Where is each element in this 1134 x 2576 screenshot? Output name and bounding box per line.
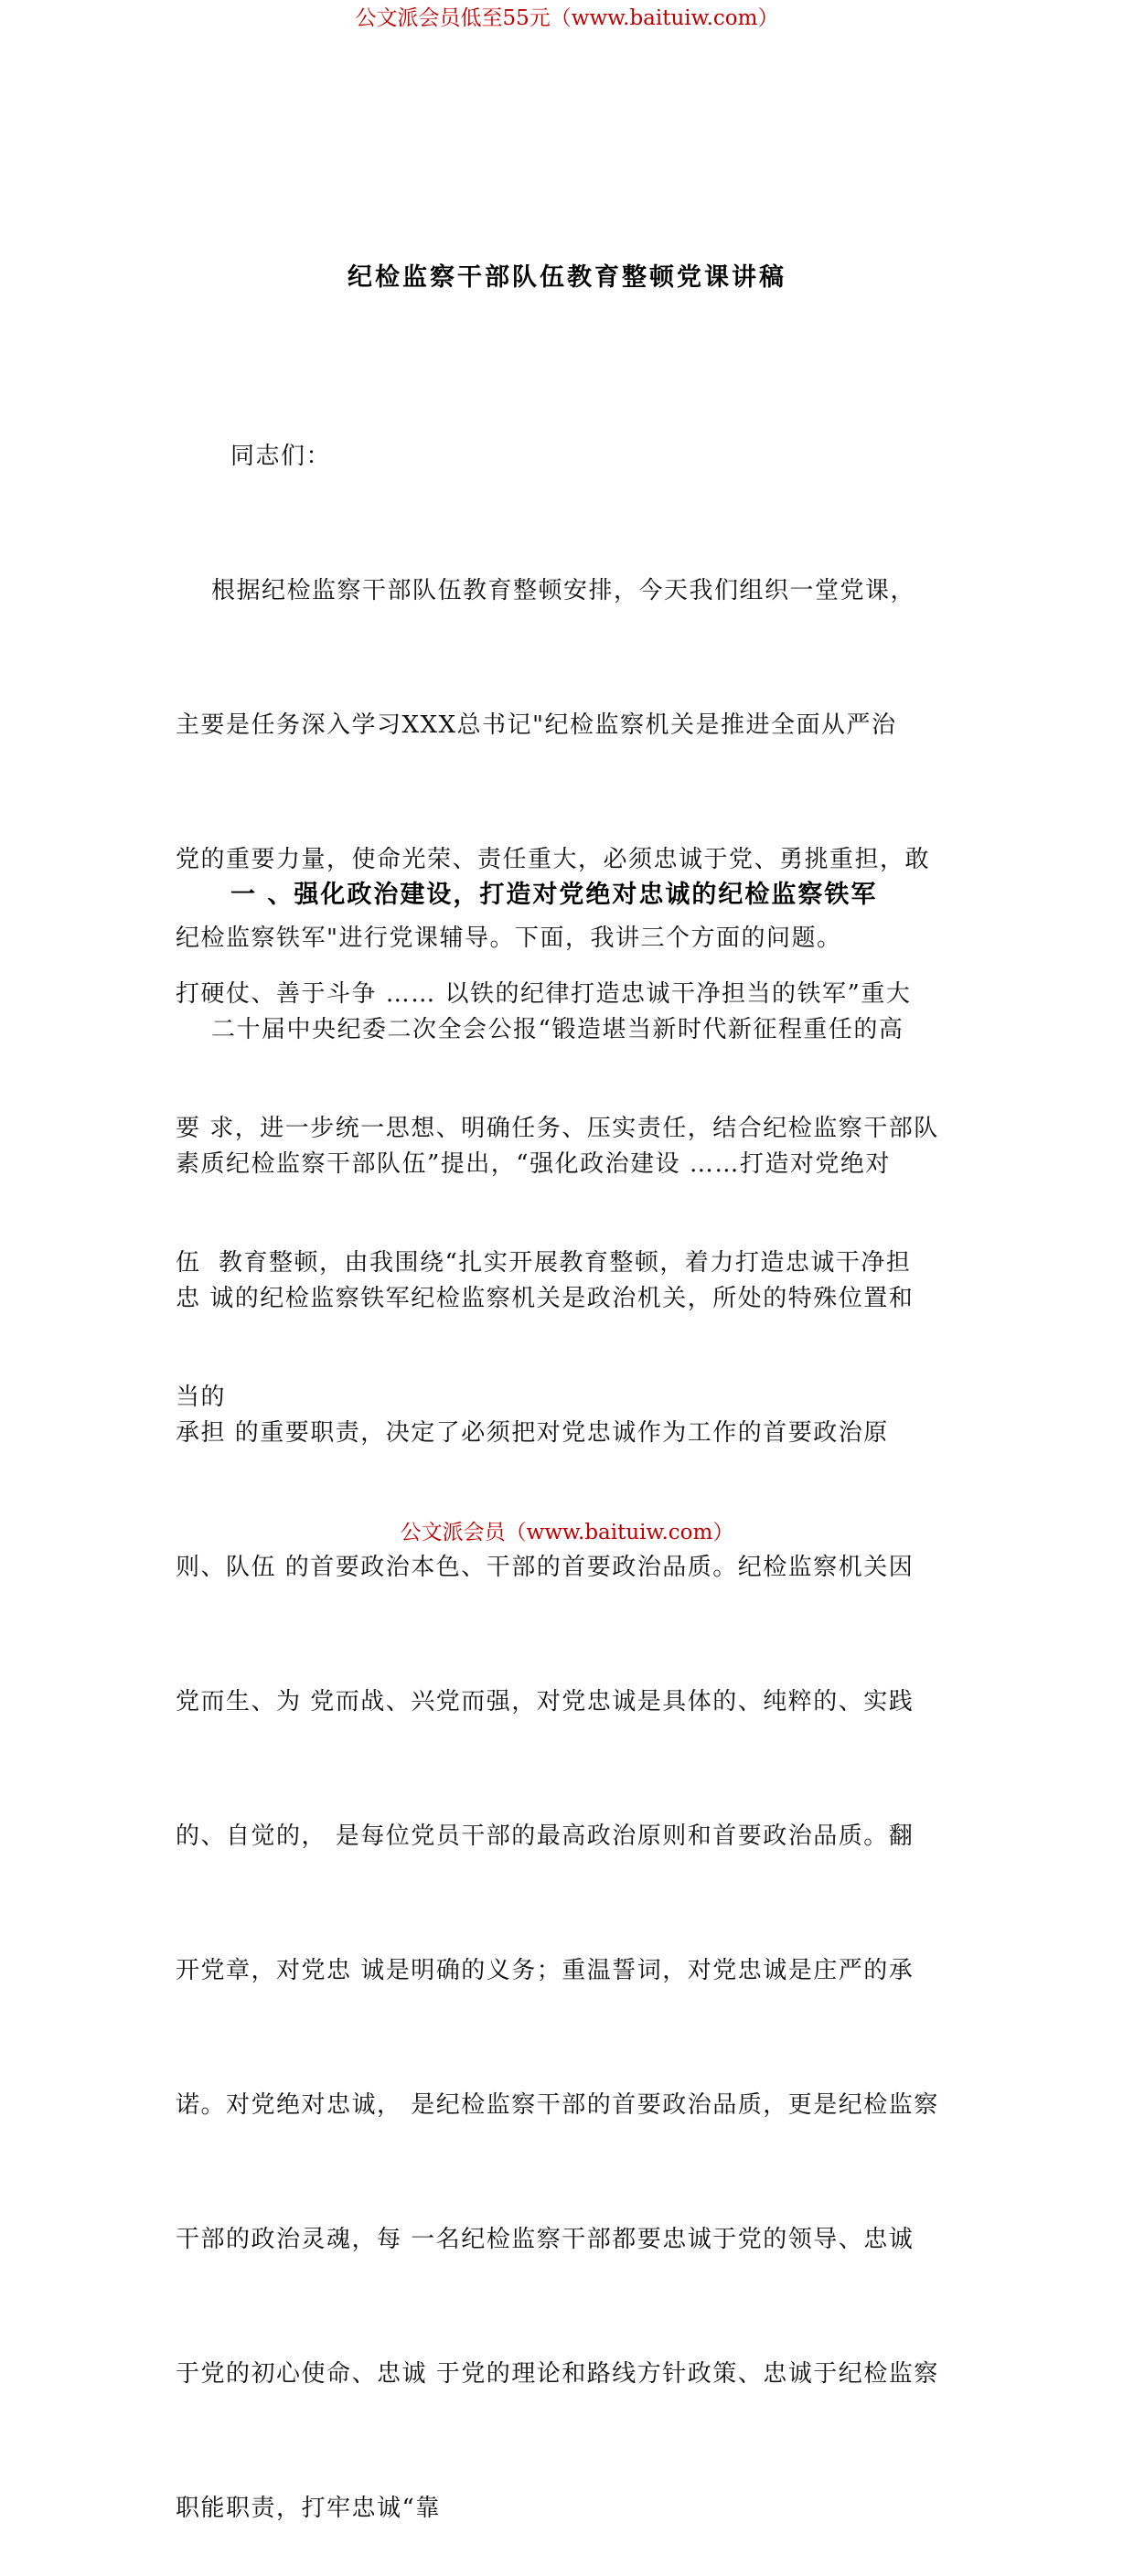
paragraph-line: 伍 教育整顿，由我围绕“扎实开展教育整顿，着力打造忠诚干净担 [176,1249,912,1277]
paragraph-line: 忠 诚的纪检监察铁军纪检监察机关是政治机关，所处的特殊位置和 [176,1285,915,1312]
section-heading-1: 一 、强化政治建设，打造对党绝对忠诚的纪检监察铁军 [230,881,878,909]
paragraph-line: 的、自觉的， 是每位党员干部的最高政治原则和首要政治品质。翻 [176,1822,915,1850]
paragraph-line: 职能职责，打牢忠诚“靠 [176,2495,441,2522]
paragraph-line: 根据纪检监察干部队伍教育整顿安排，今天我们组织一堂党课， [176,577,916,604]
footer-banner: 公文派会员（www.baituiw.com） [400,1521,734,1545]
paragraph-line: 二十届中央纪委二次全会公报“锻造堪当新时代新征程重任的高 [176,1016,904,1043]
paragraph-line: 诺。对党绝对忠诚， 是纪检监察干部的首要政治品质，更是纪检监察 [176,2091,939,2119]
paragraph-line: 要 求，进一步统一思想、明确任务、压实责任，结合纪检监察干部队 [176,1115,939,1142]
paragraph-line: 党而生、为 党而战、兴党而强，对党忠诚是具体的、纯粹的、实践 [176,1688,915,1716]
paragraph-line: 开党章，对党忠 诚是明确的义务；重温誓词，对党忠诚是庄严的承 [176,1957,915,1984]
paragraph-line: 承担 的重要职责，决定了必须把对党忠诚作为工作的首要政治原 [176,1419,889,1447]
salutation: 同志们： [230,443,332,470]
document-title: 纪检监察干部队伍教育整顿党课讲稿 [348,263,786,292]
paragraph-line: 打硬仗、善于斗争 …… 以铁的纪律打造忠诚干净担当的铁军”重大 [176,980,912,1008]
paragraph-line: 纪检监察铁军"进行党课辅导。下面，我讲三个方面的问题。 [176,925,842,952]
section-1-paragraph [176,918,962,2576]
paragraph-line: 当的 [176,1384,227,1411]
header-banner: 公文派会员低至55元（www.baituiw.com） [355,6,779,30]
paragraph-line: 则、队伍 的首要政治本色、干部的首要政治品质。纪检监察机关因 [176,1554,915,1581]
paragraph-line: 主要是任务深入学习XXX总书记"纪检监察机关是推进全面从严治 [176,711,897,739]
paragraph-line: 党的重要力量，使命光荣、责任重大，必须忠诚于党、勇挑重担，敢 [176,846,931,873]
paragraph-line: 素质纪检监察干部队伍”提出，“强化政治建设 ……打造对党绝对 [176,1150,891,1178]
paragraph-line: 干部的政治灵魂，每 一名纪检监察干部都要忠诚于党的领导、忠诚 [176,2226,915,2253]
paragraph-line: 于党的初心使命、忠诚 于党的理论和路线方针政策、忠诚于纪检监察 [176,2360,939,2388]
